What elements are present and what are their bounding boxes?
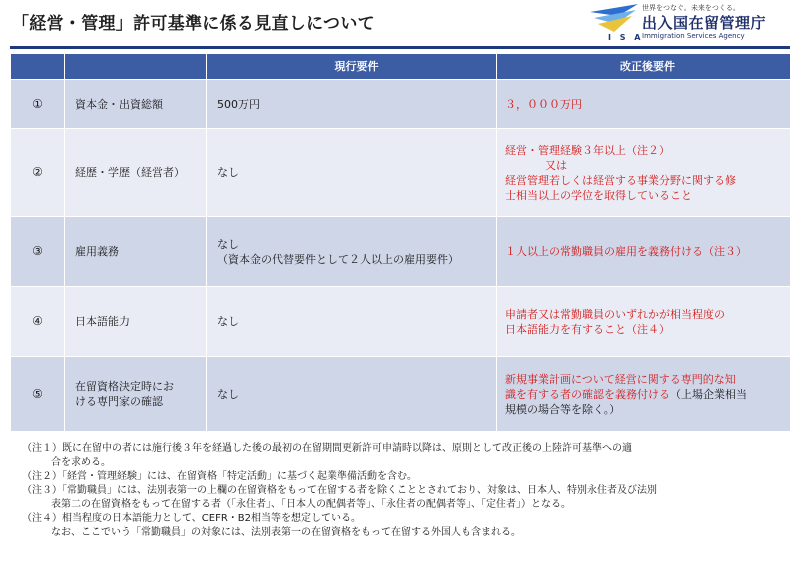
row-current (207, 217, 497, 287)
isa-emblem-icon (588, 2, 644, 36)
table-row (11, 217, 791, 287)
footnote-line: なお、ここでいう「常勤職員」の対象には、法別表第一の在留資格をもって在留する外国人も含まれる。 (51, 527, 521, 538)
revised-red-text: 識を有する者の確認を義務付ける (505, 387, 670, 401)
current-line: なし (217, 315, 239, 328)
row-revised (497, 217, 791, 287)
page-header (0, 0, 800, 50)
row-number (11, 357, 65, 432)
header-num (11, 54, 65, 80)
table-row (11, 357, 791, 432)
logo-name-ja: 出入国在留管理庁 (642, 14, 767, 32)
footnote-line: （注４）相当程度の日本語能力として、CEFR・B2相当等を想定している。 (22, 513, 362, 524)
row-current (207, 129, 497, 217)
row-item: 日本語能力 (65, 287, 207, 357)
row-number-text: ⑤ (32, 386, 43, 401)
row-item: 雇用義務 (65, 217, 207, 287)
revised-line (505, 387, 790, 402)
row-number-text: ④ (32, 314, 43, 328)
revised-line: 申請者又は常勤職員のいずれかが相当程度の (505, 307, 725, 321)
revised-line: 規模の場合等を除く。） (505, 402, 621, 416)
page-title: 「経営・管理」許可基準に係る見直しについて (12, 14, 375, 34)
header-revised: 改正後要件 (497, 54, 791, 80)
revised-line: 日本語能力を有すること（注４） (505, 322, 670, 336)
row-revised (497, 357, 791, 432)
current-line: なし (217, 387, 239, 401)
table-row (11, 80, 791, 129)
row-current (207, 287, 497, 357)
table-header-row (11, 54, 791, 80)
footnote-line: （注２）「経営・管理経験」には、在留資格「特定活動」に基づく起業準備活動を含む。 (22, 471, 417, 482)
logo-tagline: 世界をつなぐ。未来をつくる。 (642, 4, 740, 12)
row-number (11, 217, 65, 287)
current-line: なし (217, 166, 239, 179)
item-line: 在留資格決定時にお (75, 380, 174, 393)
isa-logo (588, 2, 798, 46)
row-revised (497, 129, 791, 217)
row-current (207, 80, 497, 129)
row-revised (497, 287, 791, 357)
footnote-line: （注１）既に在留中の者には施行後３年を経過した後の最初の在留期間更新許可申請時以降は、原則として改正後の上陸許可基準への適 (22, 443, 632, 454)
logo-name-en: Immigration Services Agency (642, 32, 745, 40)
row-current (207, 357, 497, 432)
row-number-text: ③ (32, 244, 43, 258)
current-line: （資本金の代替要件として２人以上の雇用要件） (217, 252, 459, 266)
table-row (11, 129, 791, 217)
footnote-line: 表第二の在留資格をもって在留する者（「永住者」、「日本人の配偶者等」、「永住者の配偶者等」、「定住者」）となる。 (51, 499, 571, 510)
revised-line: １人以上の常勤職員の雇用を義務付ける（注３） (505, 245, 747, 258)
header-item (65, 54, 207, 80)
item-line: ける専門家の確認 (75, 395, 163, 408)
row-item (65, 357, 207, 432)
footnote-line: 合を求める。 (51, 457, 111, 468)
revised-dark-text: （上場企業相当 (670, 387, 747, 401)
revised-line: 又は (545, 158, 567, 172)
row-number (11, 287, 65, 357)
header-current: 現行要件 (207, 54, 497, 80)
revised-line: 新規事業計画について経営に関する専門的な知 (505, 372, 736, 386)
row-number-text: ① (32, 96, 43, 111)
row-number (11, 80, 65, 129)
row-item: 資本金・出資総額 (65, 80, 207, 129)
current-line: 500万円 (217, 97, 260, 111)
footnotes (22, 442, 792, 540)
row-item: 経歴・学歴（経営者） (65, 129, 207, 217)
footnote-line: （注３）「常勤職員」には、法別表第一の上欄の在留資格をもって在留する者を除くこととされており、対象は、日本人、特別永住者及び法別 (22, 485, 657, 496)
row-number-text: ② (32, 165, 43, 179)
logo-isa-text: I S A (608, 33, 644, 42)
revised-line: ３，０００万円 (505, 97, 582, 111)
row-revised (497, 80, 791, 129)
revised-line: 経営管理若しくは経営する事業分野に関する修 (505, 173, 736, 187)
row-number (11, 129, 65, 217)
revised-line: 経営・管理経験３年以上（注２） (505, 143, 670, 157)
revised-line: 士相当以上の学位を取得していること (505, 188, 692, 202)
table-row (11, 287, 791, 357)
header-rule (10, 46, 790, 49)
requirements-table (10, 53, 791, 432)
current-line: なし (217, 237, 239, 251)
